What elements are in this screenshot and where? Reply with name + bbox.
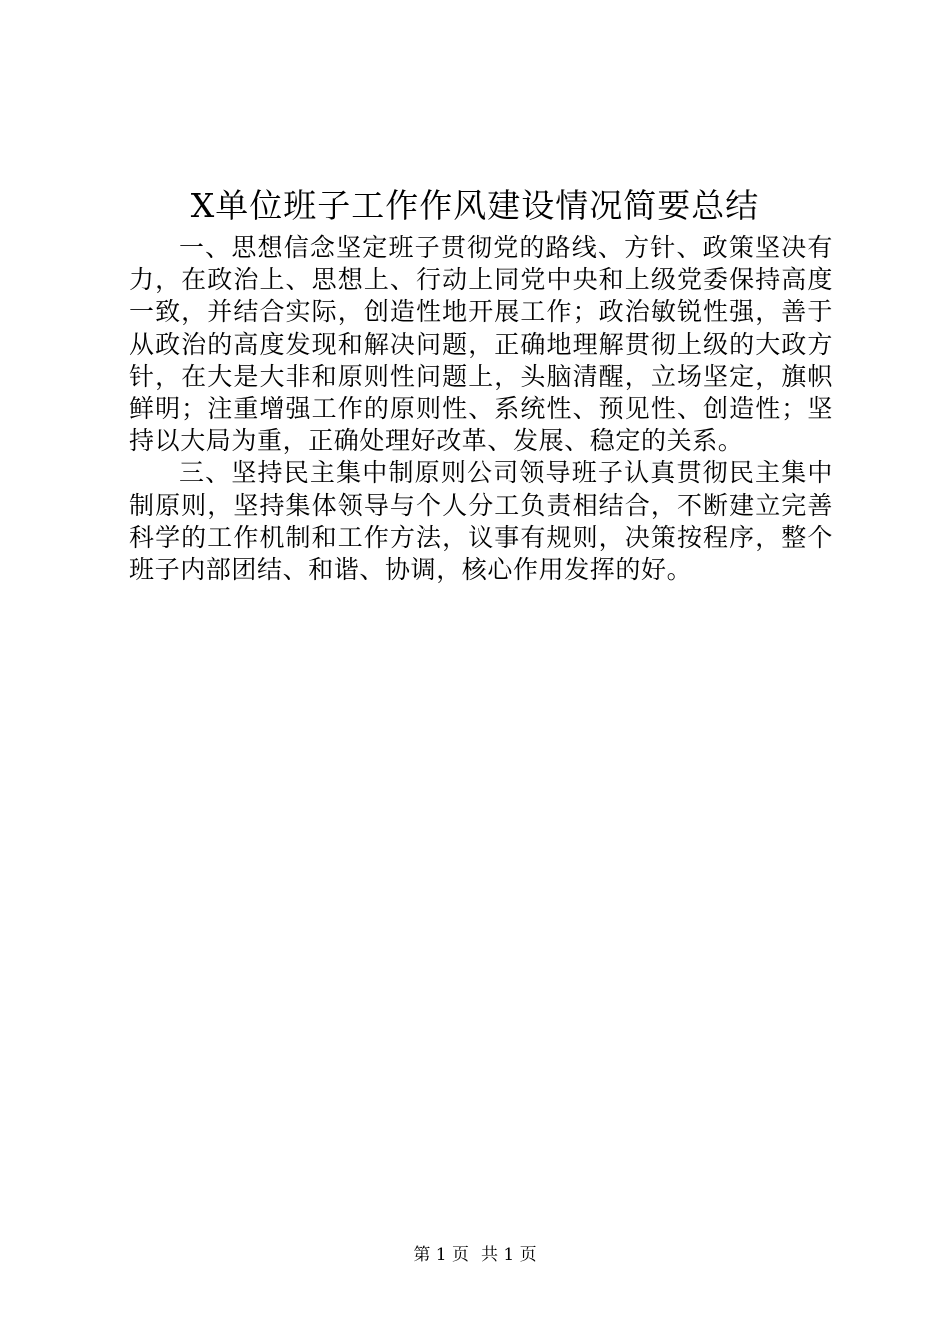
page-footer <box>0 1242 950 1268</box>
document-title: X单位班子工作作风建设情况简要总结 <box>190 186 760 225</box>
document-body <box>129 232 833 586</box>
paragraph-1: 一、思想信念坚定班子贯彻党的路线、方针、政策坚决有力，在政治上、思想上、行动上同党中央和上级党委保持高度一致，并结合实际，创造性地开展工作；政治敏锐性强，善于从政治的高度发现和解决问题，正确地理解贯彻上级的大政方针，在大是大非和原则性问题上，头脑清醒，立场坚定，旗帜鲜明；注重增强工作的原则性、系统性、预见性、创造性；坚持以大局为重，正确处理好改革、发展、稳定的关系。 <box>129 233 833 456</box>
paragraph-2: 三、坚持民主集中制原则公司领导班子认真贯彻民主集中制原则，坚持集体领导与个人分工负责相结合，不断建立完善科学的工作机制和工作方法，议事有规则，决策按程序，整个班子内部团结、和谐、协调，核心作用发挥的好。 <box>129 458 833 585</box>
page-total: 共 1 页 <box>481 1245 537 1265</box>
page-number: 第 1 页 <box>413 1245 469 1265</box>
